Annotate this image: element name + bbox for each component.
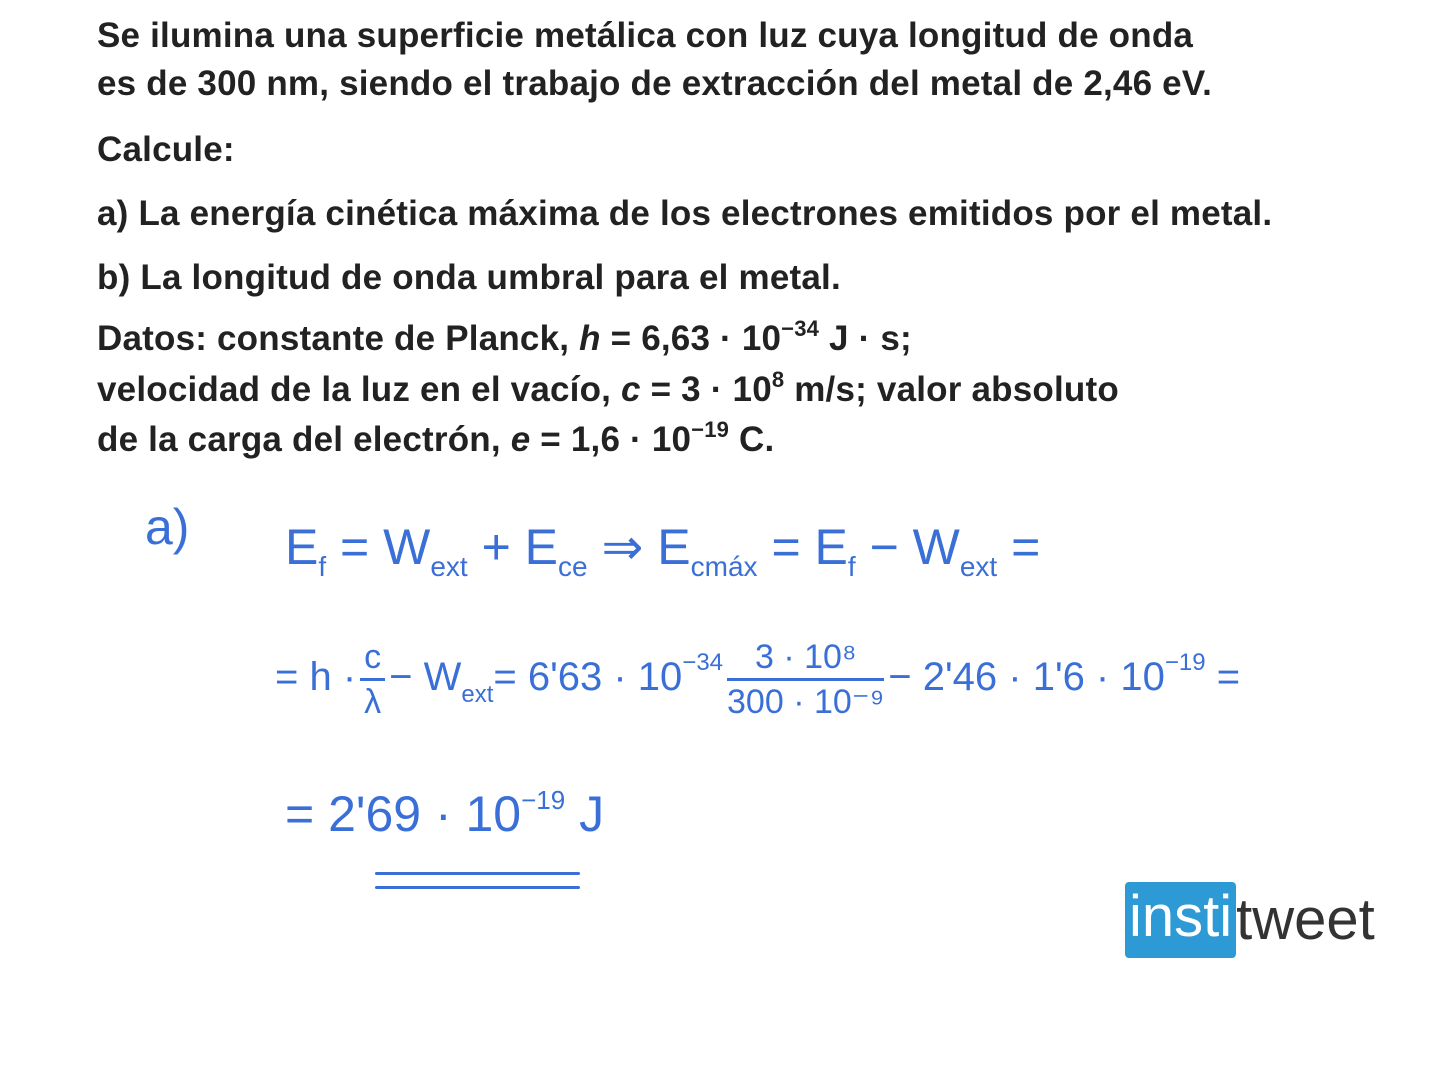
problem-line-2: es de 300 nm, siendo el trabajo de extracción del metal de 2,46 eV.	[97, 64, 1213, 103]
logo-speech-bubble: insti	[1125, 882, 1236, 958]
equation-line-2: = h · $\frac{c}{\lambda}$ − $W_{ext}= 6'63 \cdot 10^{-34}$ $\frac{\text{3 · 10⁸}}{\text{300 · 10⁻⁹}}$ − $2'46 \cdot 1'6 \cdot 10^{-19}$ =	[275, 638, 1241, 721]
data-line-1: Datos: constante de Planck, $h = 6,63 \cdot 10^{-34}$ J · s;	[97, 316, 912, 358]
logo-text: tweet	[1236, 887, 1375, 952]
problem-line-1: Se ilumina una superficie metálica con luz cuya longitud de onda	[97, 16, 1194, 55]
equation-line-1: $E_f = W_{ext} + E_{ce}$ ⇒ $E_{cmáx} = E_f - W_{ext}$ =	[285, 519, 1041, 582]
result-line: = $2'69 \cdot 10^{-19}$ J	[285, 785, 605, 842]
data-line-3: de la carga del electrón, $e = 1,6 \cdot 10^{-19}$ C.	[97, 417, 775, 459]
result-underline-2	[375, 886, 580, 889]
question-b: b) La longitud de onda umbral para el metal.	[97, 258, 841, 297]
result-underline-1	[375, 872, 580, 875]
part-a-label: a)	[145, 499, 190, 555]
institweet-logo	[1125, 882, 1375, 958]
question-a: a) La energía cinética máxima de los electrones emitidos por el metal.	[97, 194, 1273, 233]
calcule-label: Calcule:	[97, 130, 235, 169]
data-line-2: velocidad de la luz en el vacío, $c = 3 \cdot 10^8$ m/s; valor absoluto	[97, 367, 1119, 409]
